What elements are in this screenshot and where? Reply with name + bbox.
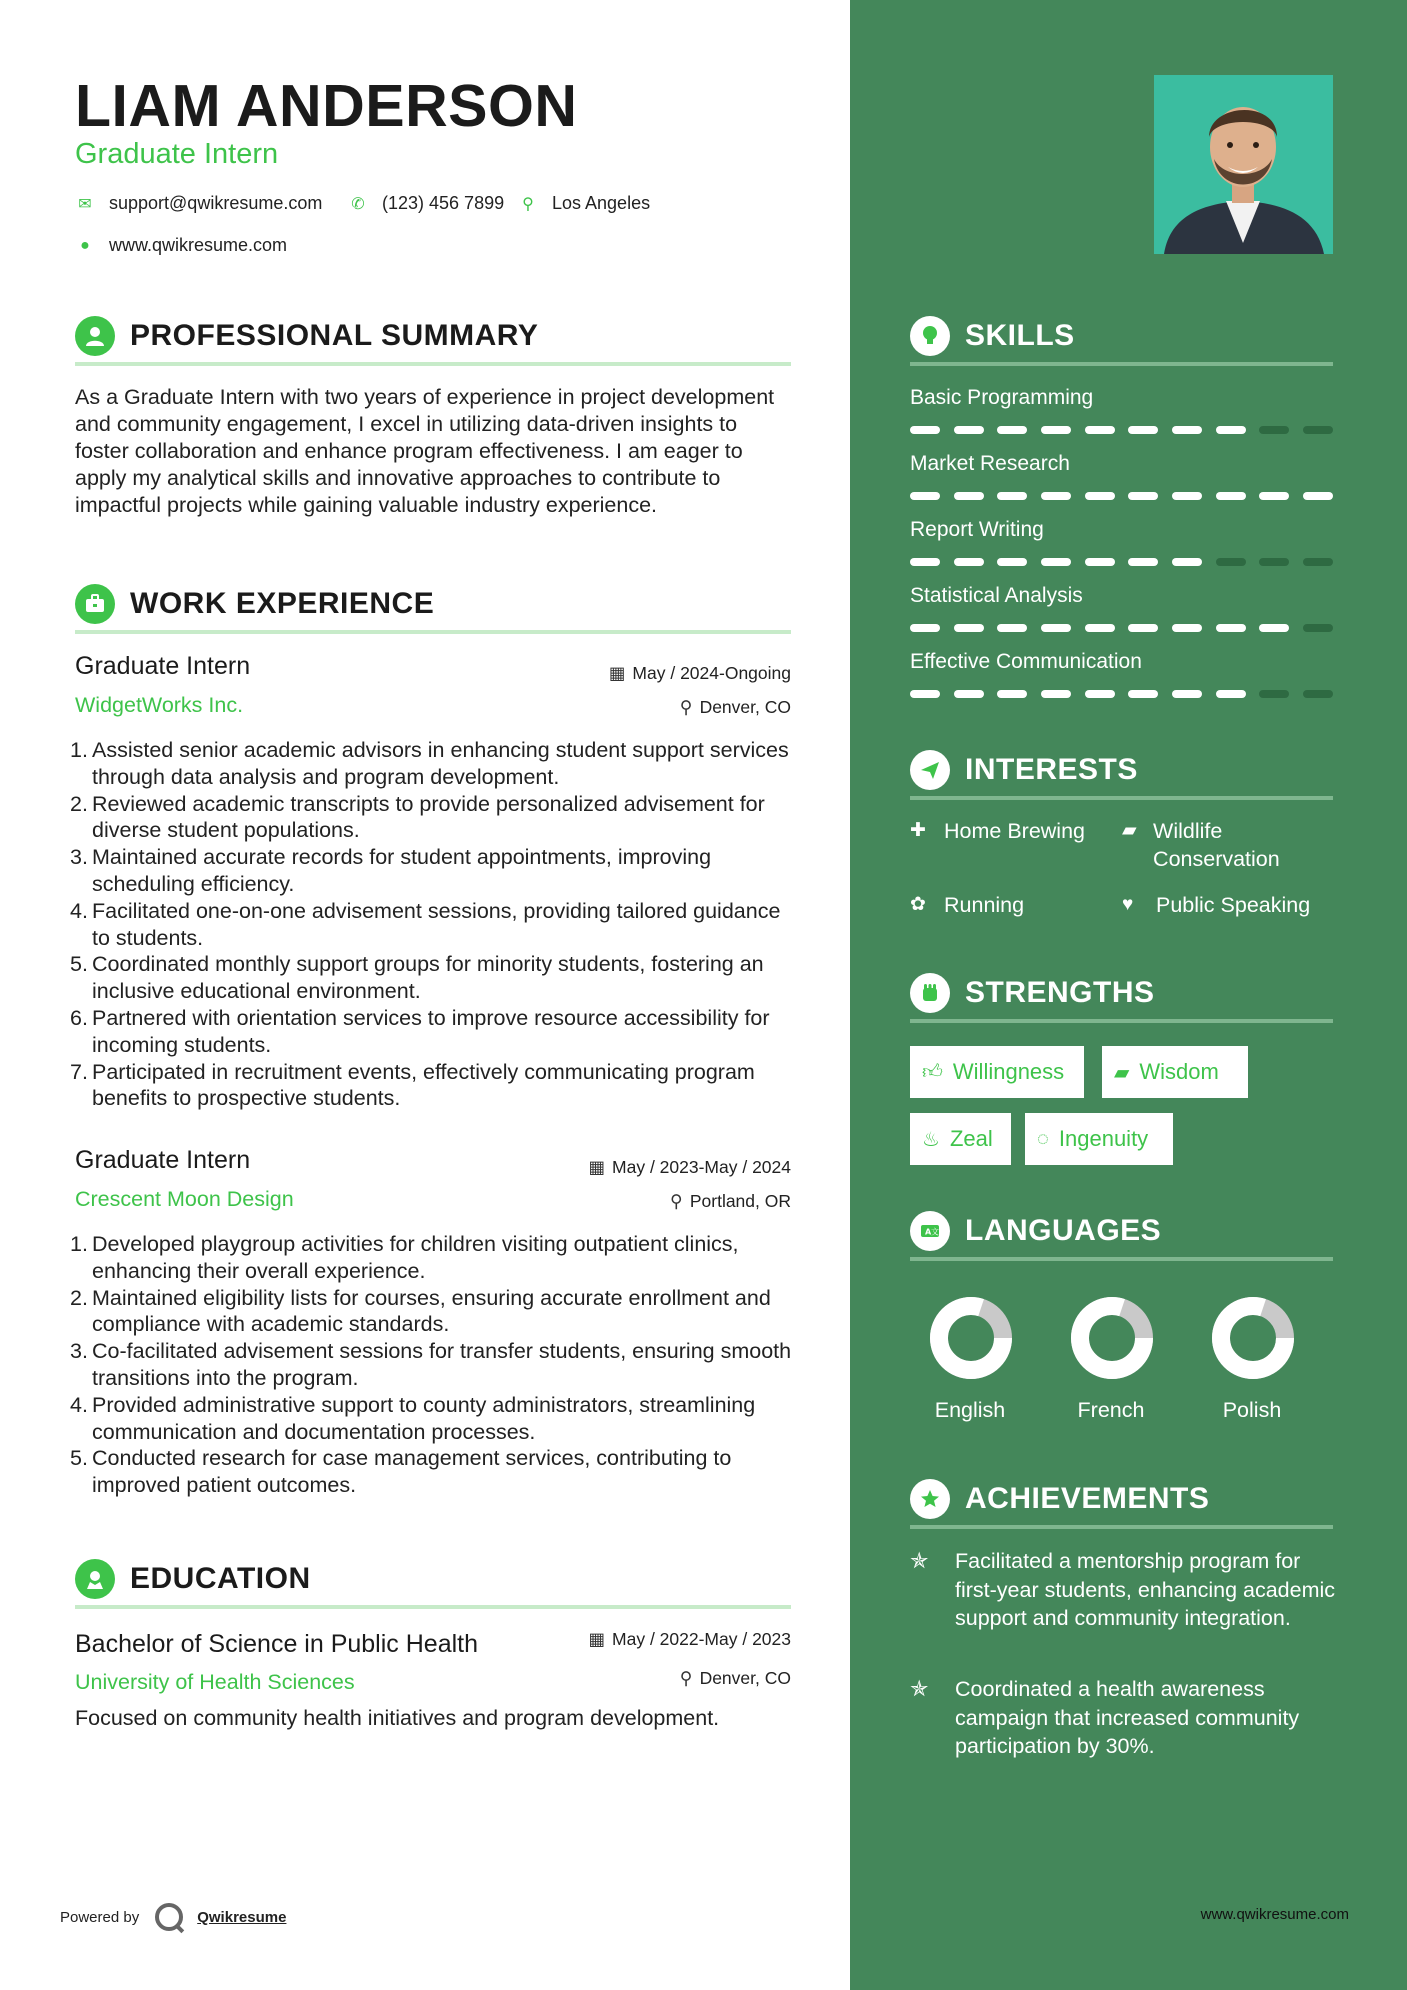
- skill-dash: [1216, 558, 1246, 566]
- skill-meter: [910, 492, 1333, 500]
- job-company: WidgetWorks Inc.: [75, 693, 244, 717]
- job-bullets: [70, 737, 796, 1112]
- skill-dash: [1172, 624, 1202, 632]
- footer-url[interactable]: www.qwikresume.com: [1200, 1906, 1349, 1923]
- job-bullets: [70, 1231, 796, 1499]
- skill-dash: [1085, 558, 1115, 566]
- skill-dash: [997, 492, 1027, 500]
- interest-item: ▰ Wildlife Conservation: [1122, 819, 1280, 871]
- interest-item: ♥ Public Speaking: [1122, 893, 1311, 917]
- calendar-icon: ▦: [588, 1157, 606, 1177]
- puzzle-icon: ✚: [910, 820, 926, 841]
- skill-dash: [1259, 690, 1289, 698]
- calendar-icon: ▦: [588, 1629, 606, 1649]
- summary-heading-label: PROFESSIONAL SUMMARY: [130, 319, 539, 352]
- map-pin-icon: ⚲: [522, 195, 534, 213]
- star-icon: [910, 1479, 950, 1519]
- education-heading: [75, 1553, 791, 1609]
- strength-tag: 👍︎ Willingness: [910, 1046, 1084, 1098]
- list-item: 5. Conducted research for case management services, contributing to improved patient outcomes.: [70, 1446, 732, 1498]
- candidate-title: Graduate Intern: [75, 138, 279, 170]
- skill-meter: [910, 624, 1333, 632]
- work-heading: [75, 578, 791, 634]
- strength-tag: ▰ Wisdom: [1102, 1046, 1248, 1098]
- strength-tag: ♨ Zeal: [910, 1113, 1011, 1165]
- interests-heading: [910, 744, 1333, 800]
- skill-dash: [1216, 426, 1246, 434]
- language-donut: [928, 1295, 1014, 1381]
- skill-dash: [1041, 492, 1071, 500]
- skill-meter: [910, 690, 1333, 698]
- skill-dash: [1259, 624, 1289, 632]
- education-description: Focused on community health initiatives and program development.: [75, 1706, 720, 1730]
- list-item: 4. Facilitated one-on-one advisement sessions, providing tailored guidance to students.: [70, 898, 781, 950]
- contact-website[interactable]: [75, 235, 287, 256]
- candidate-name: LIAM ANDERSON: [75, 73, 578, 139]
- powered-by: [60, 1903, 286, 1931]
- skill-dash: [1259, 558, 1289, 566]
- strength-tag: ◌ Ingenuity: [1025, 1113, 1173, 1165]
- svg-text:A: A: [925, 1227, 932, 1237]
- skill-dash: [1172, 690, 1202, 698]
- contact-location: [518, 193, 650, 214]
- pin-icon: ⚲: [679, 1668, 693, 1688]
- briefcase-icon: [75, 584, 115, 624]
- profile-photo: [1154, 75, 1333, 254]
- list-item: 6. Partnered with orientation services to improve resource accessibility for incoming students.: [70, 1005, 770, 1057]
- book-icon: ▰: [1122, 820, 1137, 841]
- job-location: ⚲ Denver, CO: [679, 697, 791, 717]
- skill-dash: [1303, 492, 1333, 500]
- language-icon: [910, 1211, 950, 1251]
- svg-text:文: 文: [931, 1227, 939, 1237]
- achievement-item: ✯ Facilitated a mentorship program for first-year students, enhancing academic support and community integration.: [910, 1547, 1340, 1633]
- star-icon: ✯: [910, 1676, 929, 1701]
- location-text: Los Angeles: [552, 193, 651, 213]
- skill-dash: [1216, 690, 1246, 698]
- achievement-item: ✯ Coordinated a health awareness campaign that increased community participation by 30%.: [910, 1675, 1340, 1761]
- language-name: English: [934, 1398, 1006, 1422]
- achievements-heading-label: ACHIEVEMENTS: [965, 1482, 1210, 1515]
- skill-dash: [1216, 624, 1246, 632]
- skill-dash: [1128, 624, 1158, 632]
- globe-icon: ●: [80, 236, 90, 254]
- list-item: 2. Maintained eligibility lists for courses, ensuring accurate enrollment and compliance with academic standards.: [70, 1285, 771, 1337]
- skills-heading: [910, 310, 1333, 366]
- thumbs-up-icon: 👍︎: [922, 1061, 943, 1083]
- list-item: 5. Coordinated monthly support groups for minority students, fostering an inclusive educational environment.: [70, 952, 764, 1004]
- skill-dash: [1041, 426, 1071, 434]
- job-role: Graduate Intern: [75, 1146, 251, 1174]
- skill-dash: [1085, 492, 1115, 500]
- list-item: 2. Reviewed academic transcripts to provide personalized advisement for diverse student populations.: [70, 791, 765, 843]
- skill-dash: [910, 426, 940, 434]
- interest-item: ✿ Running: [910, 893, 1025, 917]
- language-donut: [1069, 1295, 1155, 1381]
- envelope-icon: ✉: [78, 195, 92, 213]
- graduate-icon: [75, 1559, 115, 1599]
- skill-dash: [1303, 624, 1333, 632]
- skill-dash: [1303, 690, 1333, 698]
- school: University of Health Sciences: [75, 1670, 355, 1694]
- skill-dash: [910, 624, 940, 632]
- skill-dash: [954, 690, 984, 698]
- list-item: 3. Co-facilitated advisement sessions for transfer students, ensuring smooth transitions into the program.: [70, 1339, 792, 1390]
- skill-dash: [954, 492, 984, 500]
- skill-dash: [1128, 426, 1158, 434]
- skill-dash: [1041, 624, 1071, 632]
- qwikresume-link[interactable]: Qwikresume: [197, 1908, 287, 1926]
- skill-name: Statistical Analysis: [910, 584, 1083, 607]
- website-text: www.qwikresume.com: [109, 235, 288, 255]
- job-role: Graduate Intern: [75, 652, 251, 680]
- list-item: 4. Provided administrative support to county administrators, streamlining communication and documentation processes.: [70, 1392, 756, 1444]
- contact-email[interactable]: [75, 193, 322, 214]
- skill-dash: [1303, 426, 1333, 434]
- powered-by-label: Powered by: [60, 1908, 140, 1926]
- book-icon: ▰: [1114, 1061, 1130, 1084]
- lightbulb-icon: [910, 316, 950, 356]
- skill-dash: [954, 624, 984, 632]
- list-item: 3. Maintained accurate records for student appointments, improving scheduling efficiency.: [70, 845, 712, 896]
- skill-dash: [1259, 492, 1289, 500]
- skill-dash: [997, 426, 1027, 434]
- skill-dash: [1172, 558, 1202, 566]
- skill-name: Effective Communication: [910, 650, 1142, 673]
- pin-icon: ⚲: [679, 697, 693, 717]
- skill-dash: [1259, 426, 1289, 434]
- skill-dash: [1172, 426, 1202, 434]
- achievements-heading: [910, 1473, 1333, 1529]
- education-date: ▦ May / 2022-May / 2023: [588, 1629, 791, 1649]
- skill-dash: [1085, 426, 1115, 434]
- paper-plane-icon: [910, 750, 950, 790]
- phone-icon: ✆: [351, 195, 365, 213]
- skill-dash: [1128, 492, 1158, 500]
- contact-phone[interactable]: [348, 193, 504, 214]
- skill-dash: [1128, 690, 1158, 698]
- strengths-heading-label: STRENGTHS: [965, 976, 1155, 1009]
- skill-dash: [997, 558, 1027, 566]
- skill-dash: [1216, 492, 1246, 500]
- skill-dash: [910, 492, 940, 500]
- language-name: Polish: [1222, 1398, 1282, 1422]
- skill-dash: [1085, 690, 1115, 698]
- skill-meter: [910, 426, 1333, 434]
- language-donut: [1210, 1295, 1296, 1381]
- education-heading-label: EDUCATION: [130, 1562, 311, 1595]
- job-company: Crescent Moon Design: [75, 1187, 294, 1211]
- skill-name: Market Research: [910, 452, 1070, 475]
- skill-meter: [910, 558, 1333, 566]
- strengths-heading: [910, 967, 1333, 1023]
- pin-icon: ⚲: [670, 1191, 683, 1211]
- heartbeat-icon: ♥: [1122, 894, 1134, 915]
- work-heading-label: WORK EXPERIENCE: [130, 587, 435, 620]
- skill-name: Report Writing: [910, 518, 1044, 541]
- list-item: 1. Assisted senior academic advisors in enhancing student support services through data analysis and program development.: [70, 738, 789, 789]
- list-item: 7. Participated in recruitment events, effectively communicating program benefits to prospective students.: [70, 1059, 755, 1111]
- skill-dash: [997, 690, 1027, 698]
- skill-dash: [1041, 558, 1071, 566]
- job-date: ▦ May / 2024-Ongoing: [608, 663, 791, 683]
- summary-text: As a Graduate Intern with two years of experience in project development and community engagement, I excel in utilizing data-driven insights to foster collaboration and enhance program effectiveness. I am eager to apply my analytical skills and innovative approaches to contribute to impactful projects while gaining valuable industry experience.: [75, 385, 775, 517]
- skill-dash: [954, 558, 984, 566]
- interest-item: ✚ Home Brewing: [910, 819, 1085, 843]
- lightbulb-icon: ◌: [1037, 1127, 1049, 1150]
- skill-dash: [1303, 558, 1333, 566]
- paw-icon: ✿: [910, 894, 926, 915]
- skills-heading-label: SKILLS: [965, 319, 1075, 352]
- interests-heading-label: INTERESTS: [965, 753, 1138, 786]
- star-icon: ✯: [910, 1548, 929, 1573]
- qwikresume-logo-icon: [155, 1903, 183, 1931]
- languages-heading-label: LANGUAGES: [965, 1214, 1162, 1247]
- skill-dash: [1041, 690, 1071, 698]
- job-date: ▦ May / 2023-May / 2024: [588, 1157, 791, 1177]
- phone-text: (123) 456 7899: [382, 193, 505, 213]
- job-location: ⚲ Portland, OR: [670, 1191, 791, 1211]
- skill-dash: [910, 690, 940, 698]
- summary-heading: [75, 310, 791, 366]
- email-text: support@qwikresume.com: [109, 193, 323, 213]
- fire-icon: ♨: [922, 1128, 940, 1151]
- education-location: ⚲ Denver, CO: [679, 1668, 791, 1688]
- skill-dash: [954, 426, 984, 434]
- skill-dash: [997, 624, 1027, 632]
- skill-dash: [1085, 624, 1115, 632]
- user-icon: [75, 316, 115, 356]
- skill-dash: [1172, 492, 1202, 500]
- skill-name: Basic Programming: [910, 386, 1094, 409]
- fist-icon: [910, 973, 950, 1013]
- skill-dash: [910, 558, 940, 566]
- languages-heading: [910, 1205, 1333, 1261]
- list-item: 1. Developed playgroup activities for children visiting outpatient clinics, enhancing their overall experience.: [70, 1232, 739, 1283]
- language-name: French: [1077, 1398, 1145, 1422]
- degree: Bachelor of Science in Public Health: [75, 1630, 479, 1658]
- calendar-icon: ▦: [608, 663, 626, 683]
- skill-dash: [1128, 558, 1158, 566]
